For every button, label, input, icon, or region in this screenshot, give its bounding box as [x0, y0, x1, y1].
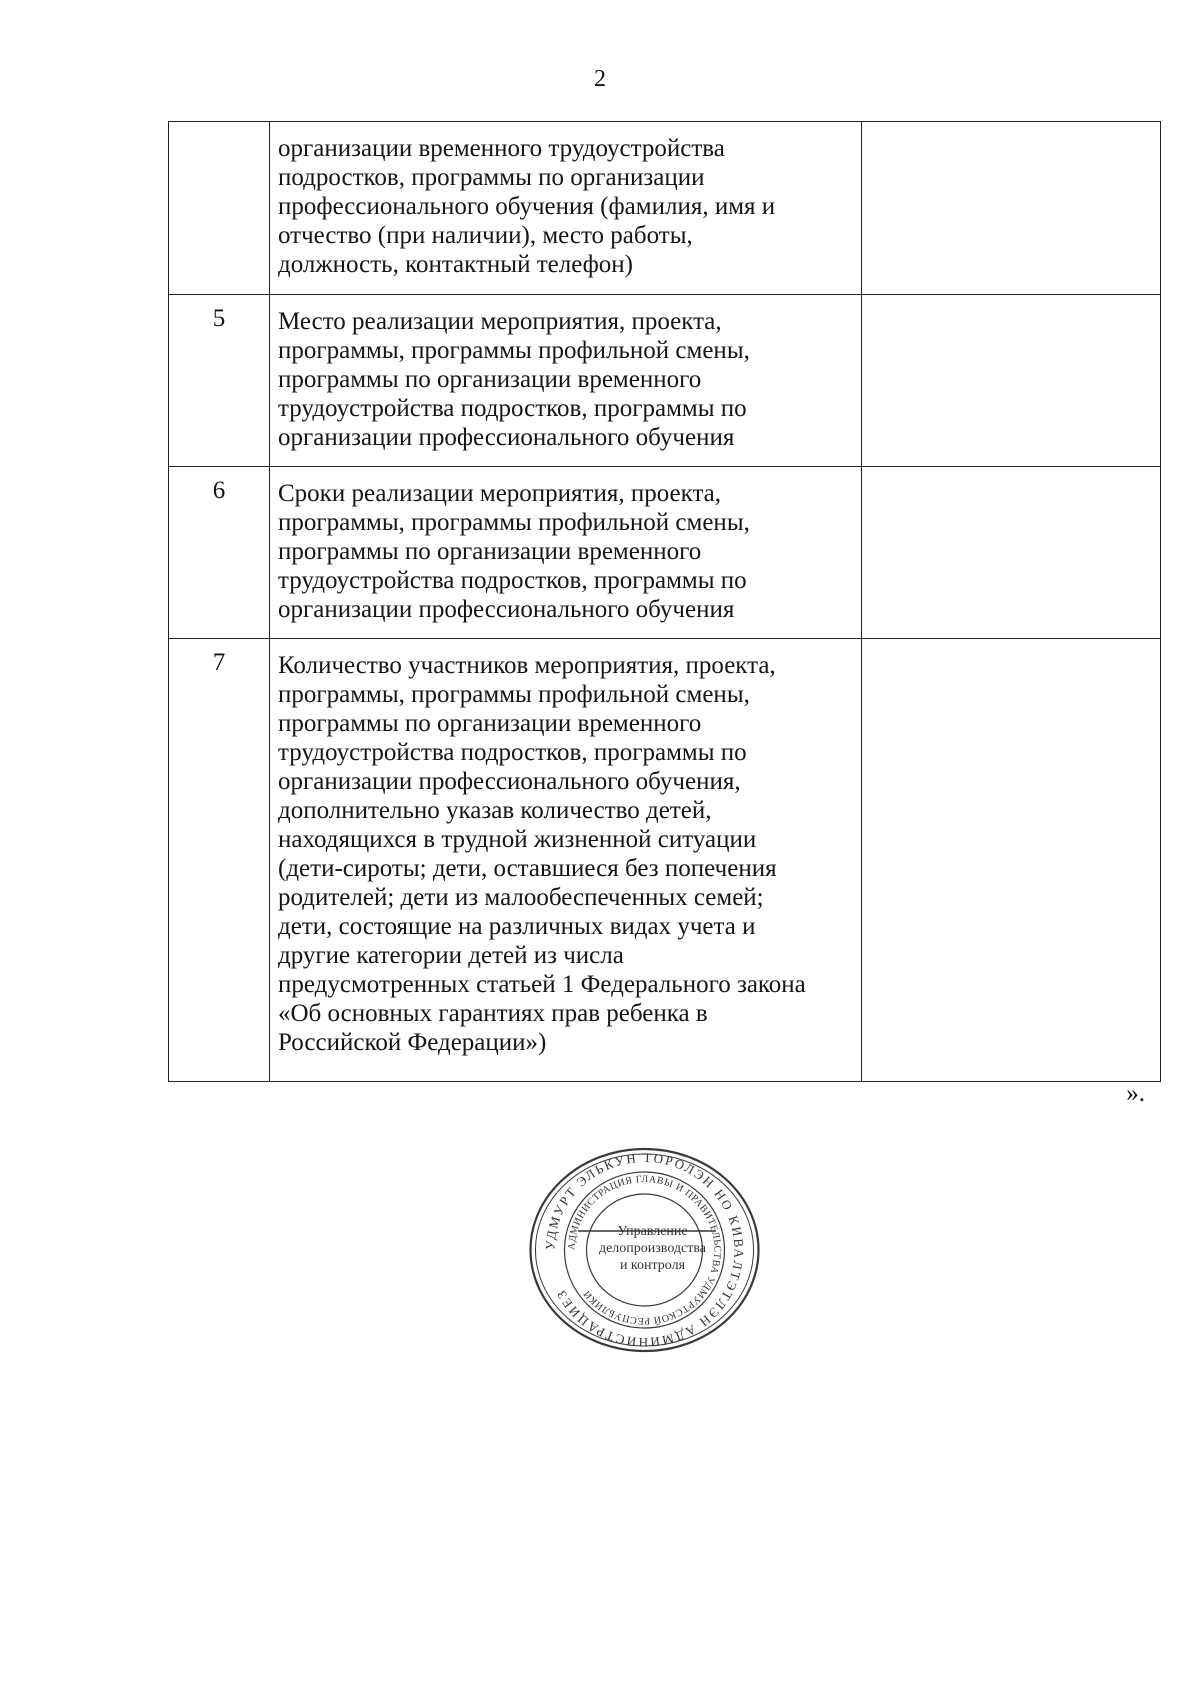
page-number: 2 [594, 66, 606, 92]
stamp-outer-ring-text: УДМУРТ ЭЛЬКУН ТОРОЛЭН НО КИВАЛТЭТЛЭН АДМИНИСТРАЦИЕЗ [542, 1149, 747, 1351]
row-value-cell [862, 122, 1161, 295]
stamp-center-line: Управление [617, 1224, 688, 1239]
row-description-cell: Место реализации мероприятия, проекта, программы, программы профильной смены, программы по организации временного трудоустройства подростков, программы по организации профессионального обучения [270, 295, 862, 467]
row-value-cell [862, 639, 1161, 1082]
table-row [169, 467, 1161, 639]
table-row [169, 639, 1161, 1082]
row-description-cell: организации временного трудоустройства подростков, программы по организации профессионального обучения (фамилия, имя и отчество (при наличии), место работы, должность, контактный телефон) [270, 122, 862, 295]
row-value-cell [862, 467, 1161, 639]
row-number-cell: 6 [169, 467, 270, 639]
closing-quote: ». [1126, 1080, 1145, 1107]
table-row [169, 122, 1161, 295]
requirements-table [168, 121, 1161, 1082]
row-number-cell: 5 [169, 295, 270, 467]
stamp-inner-ring-text: АДМИНИСТРАЦИЯ ГЛАВЫ И ПРАВИТЕЛЬСТВА УДМУРТСКОЙ РЕСПУБЛИКИ [566, 1173, 723, 1327]
row-number-cell: 7 [169, 639, 270, 1082]
row-number-cell [169, 122, 270, 295]
official-stamp [526, 1145, 763, 1355]
row-description-cell: Сроки реализации мероприятия, проекта, программы, программы профильной смены, программы по организации временного трудоустройства подростков, программы по организации профессионального обучения [270, 467, 862, 639]
row-description-cell: Количество участников мероприятия, проекта, программы, программы профильной смены, программы по организации временного трудоустройства подростков, программы по организации профессионального обучения, дополнительно указав количество детей, находящихся в трудной жизненной ситуации (дети-сироты; дети, оставшиеся без попечения родителей; дети из малообеспеченных семей; дети, состоящие на различных видах учета и другие категории детей из числа предусмотренных статьей 1 Федерального закона «Об основных гарантиях прав ребенка в Российской Федерации») [270, 639, 862, 1082]
row-value-cell [862, 295, 1161, 467]
table-row [169, 295, 1161, 467]
stamp-center-line: делопроизводства [598, 1241, 707, 1256]
stamp-center-line: и контроля [619, 1258, 686, 1273]
